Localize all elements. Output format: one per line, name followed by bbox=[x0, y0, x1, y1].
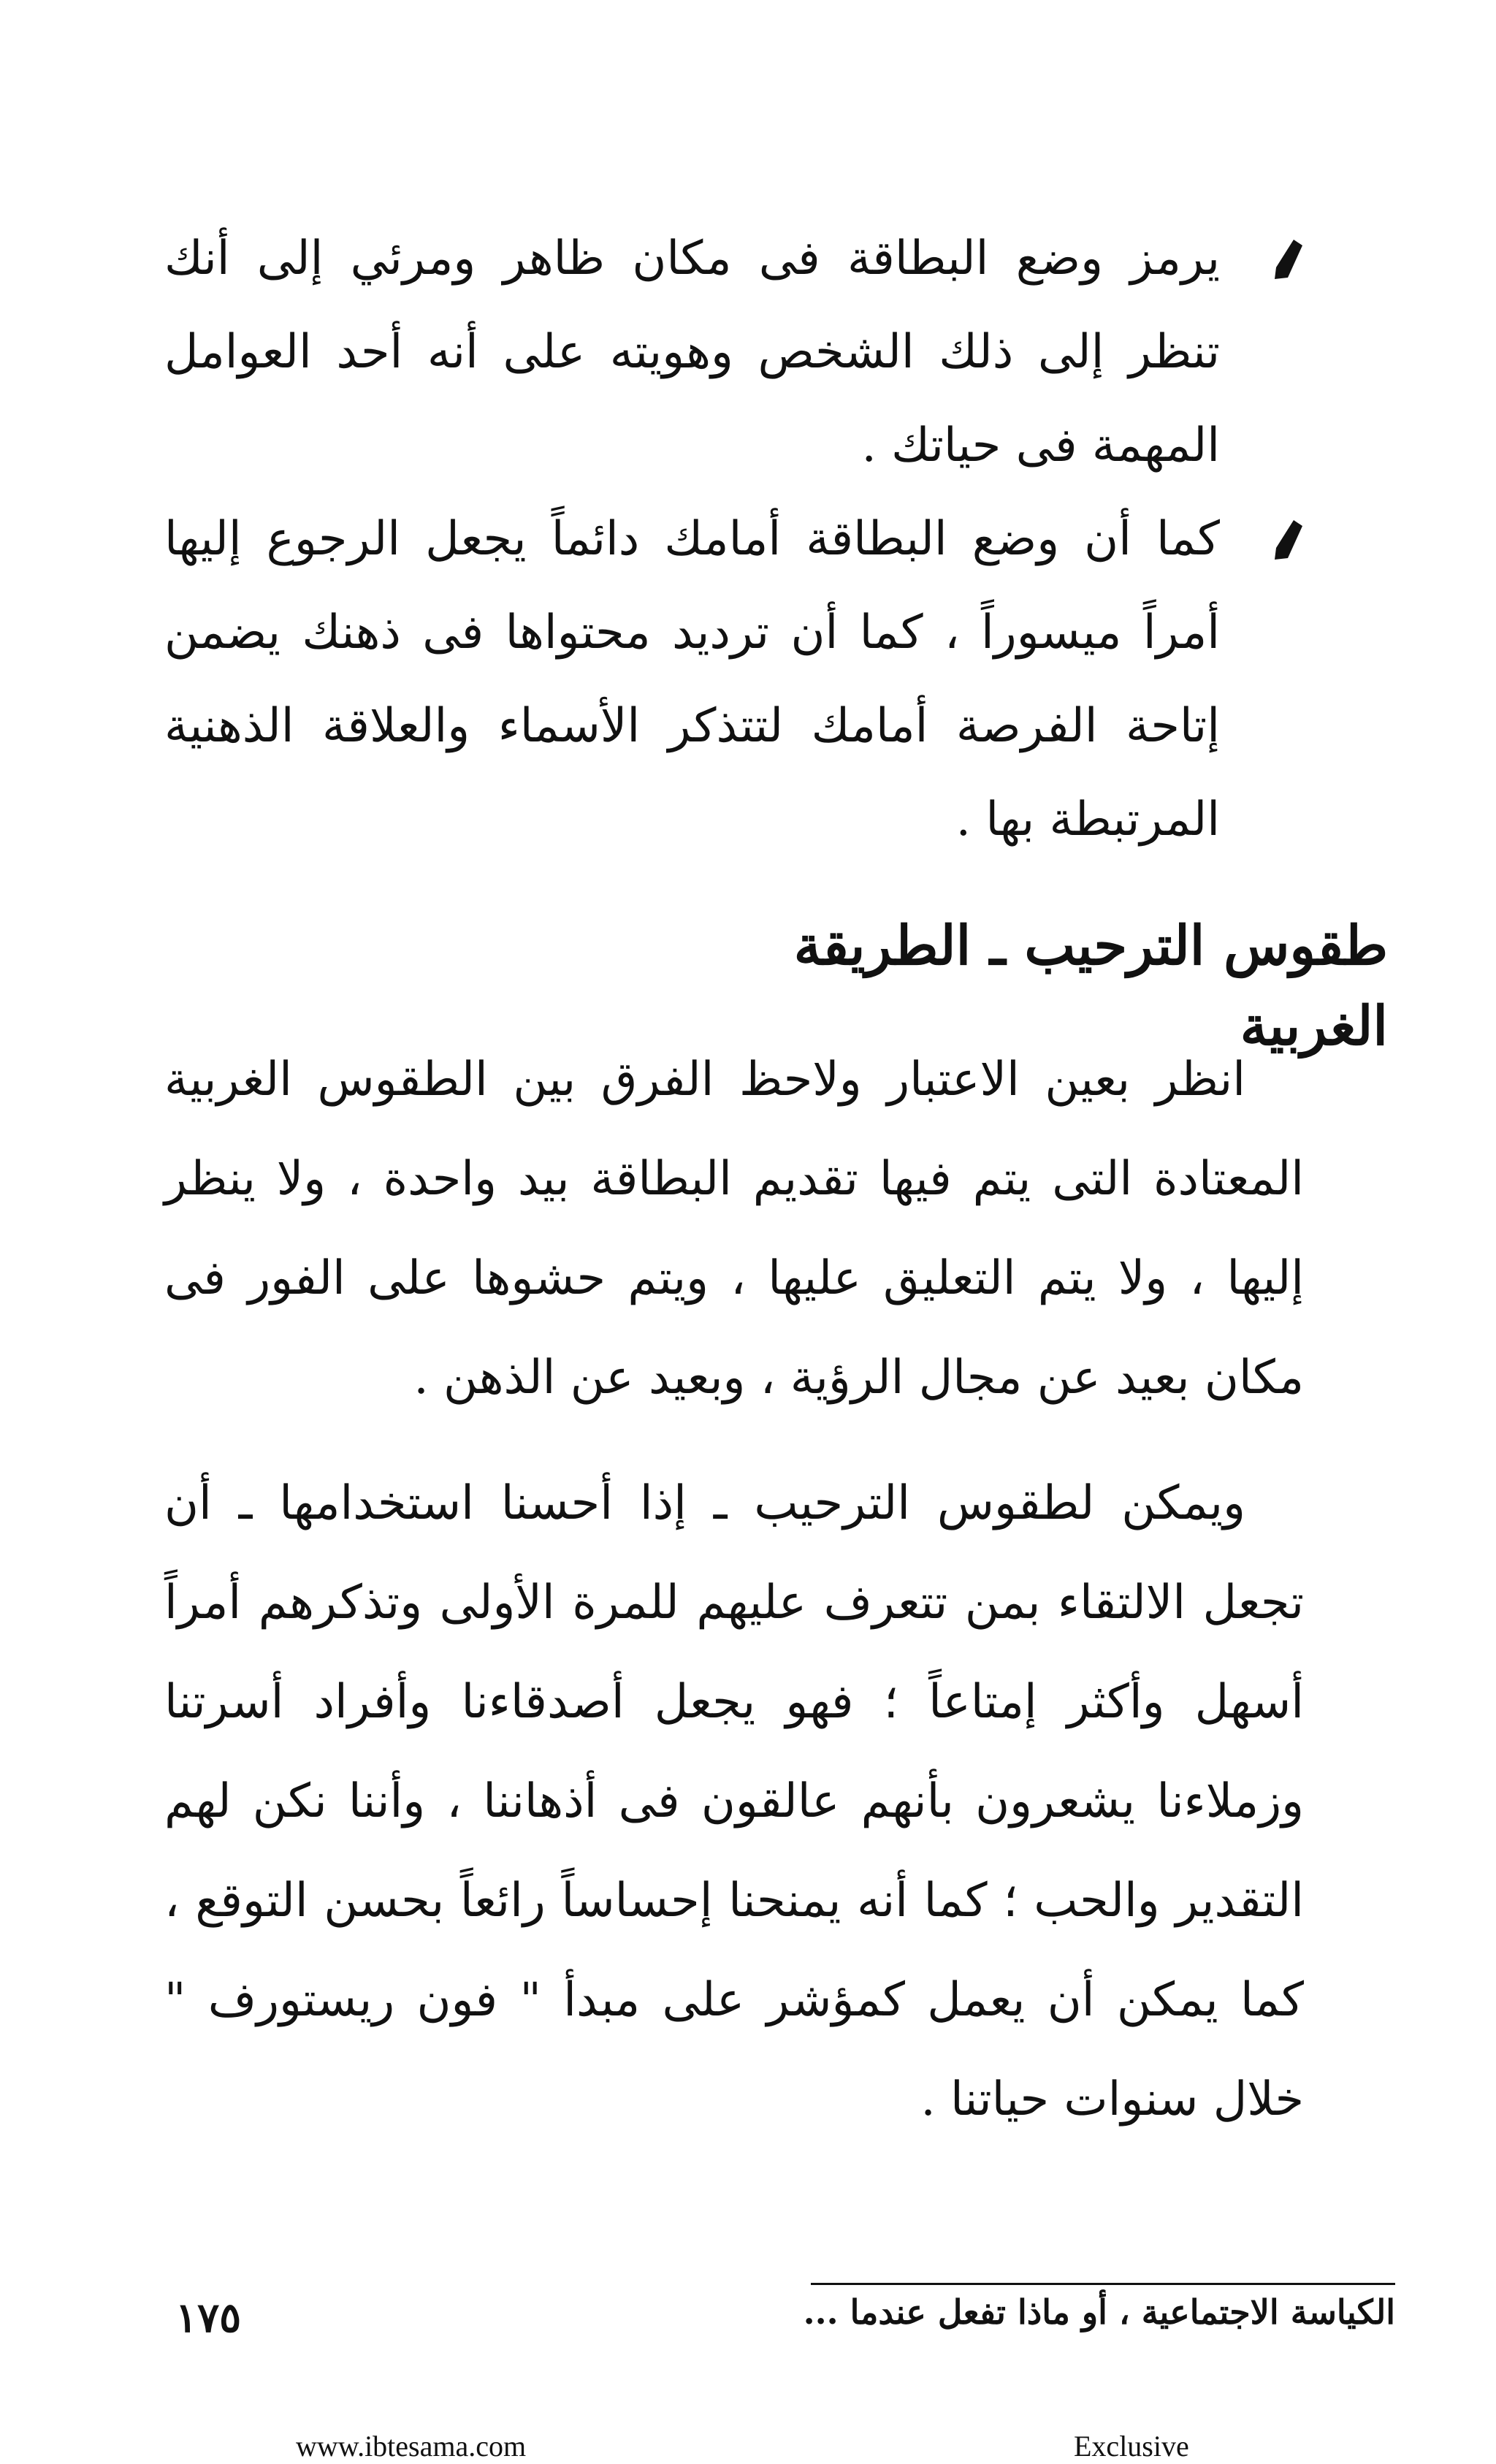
bullet-text: يرمز وضع البطاقة فى مكان ظاهر ومرئي إلى أنك تنظر إلى ذلك الشخص وهويته على أنه أحد العوامل المهمة فى حياتك . bbox=[164, 232, 1220, 473]
paragraph-block bbox=[164, 1454, 1304, 2149]
footer-book-title: الكياسة الاجتماعية ، أو ماذا تفعل عندما ... bbox=[803, 2292, 1395, 2332]
bullet-list bbox=[164, 212, 1304, 866]
pen-nib-icon bbox=[1272, 238, 1304, 281]
paragraph: انظر بعين الاعتبار ولاحظ الفرق بين الطقوس الغربية المعتادة التى يتم فيها تقديم البطاقة بيد واحدة ، ولا ينظر إليها ، ولا يتم التعليق عليها ، ويتم حشوها على الفور فى مكان بعيد عن مجال الرؤية ، وبعيد عن الذهن . bbox=[164, 1053, 1305, 1405]
bullet-text: كما أن وضع البطاقة أمامك دائماً يجعل الرجوع إليها أمراً ميسوراً ، كما أن ترديد محتواها فى ذهنك يضمن إتاحة الفرصة أمامك لتتذكر الأسماء والعلاقة الذهنية المرتبطة بها . bbox=[164, 512, 1221, 847]
bullet-item bbox=[164, 212, 1304, 492]
pen-nib-icon bbox=[1272, 519, 1304, 561]
watermark-site: www.ibtesama.com bbox=[296, 2430, 527, 2463]
paragraph: ويمكن لطقوس الترحيب ـ إذا أحسنا استخدامها ـ أن تجعل الالتقاء بمن تتعرف عليهم للمرة الأولى وتذكرهم أمراً أسهل وأكثر إمتاعاً ؛ فهو يجعل أصدقاءنا وأفراد أسرتنا وزملاءنا يشعرون بأنهم عالقون فى أذهاننا ، وأننا نكن لهم التقدير والحب ؛ كما أنه يمنحنا إحساساً رائعاً بحسن التوقع ، كما يمكن أن يعمل كمؤشر على مبدأ " فون ريستورف " خلال سنوات حياتنا . bbox=[164, 1476, 1305, 2127]
bullet-item bbox=[164, 492, 1304, 866]
paragraph-block bbox=[164, 1030, 1304, 1427]
footer-rule bbox=[811, 2283, 1395, 2285]
page-number: ١٧٥ bbox=[175, 2294, 242, 2342]
section-heading: طقوس الترحيب ـ الطريقة الغربية bbox=[793, 915, 1388, 1058]
watermark-label: Exclusive bbox=[1074, 2430, 1189, 2463]
